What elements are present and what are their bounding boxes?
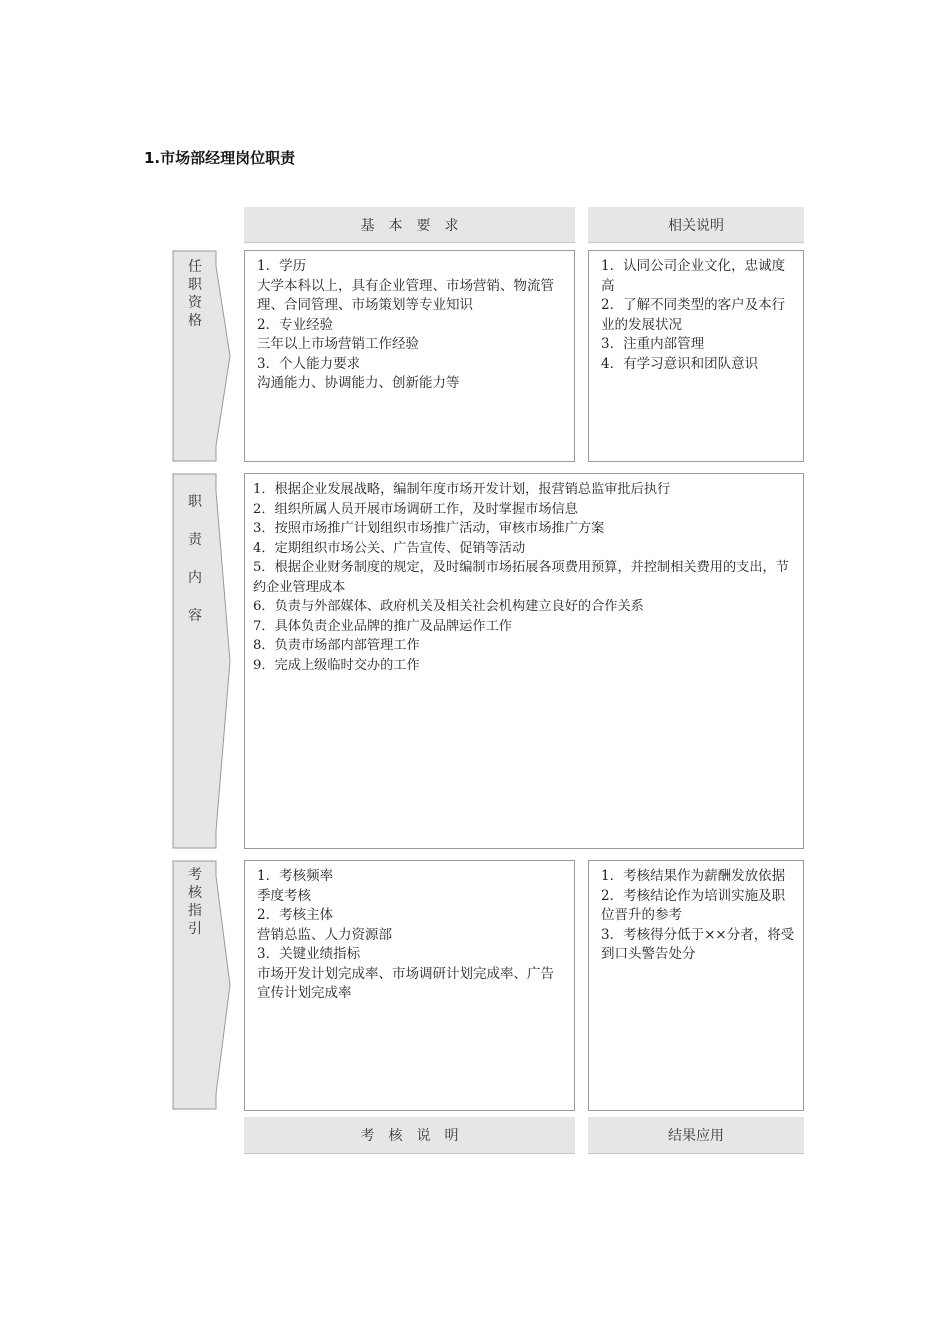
header-assessment-notes: 考 核 说 明 — [244, 1117, 575, 1154]
text-line: 5．根据企业财务制度的规定，及时编制市场拓展各项费用预算，并控制相关费用的支出，节约企业管理成本 — [253, 560, 789, 595]
text-line: 1．考核结果作为薪酬发放依据 — [601, 868, 786, 884]
text-line: 9．完成上级临时交办的工作 — [253, 657, 420, 673]
header-result-application: 结果应用 — [588, 1117, 804, 1154]
side-tab-qualification — [172, 250, 232, 462]
text-line: 1．根据企业发展战略，编制年度市场开发计划，报营销总监审批后执行 — [253, 482, 671, 497]
label-char: 核 — [188, 885, 202, 901]
label-char: 职 — [188, 494, 202, 510]
text-line: 1．考核频率 — [257, 868, 334, 884]
label-char: 内 — [188, 570, 202, 586]
text-line: 2．组织所属人员开展市场调研工作，及时掌握市场信息 — [253, 501, 578, 517]
label-char: 责 — [188, 532, 202, 548]
text-line: 6．负责与外部媒体、政府机关及相关社会机构建立良好的合作关系 — [253, 599, 644, 614]
text-line: 3．注重内部管理 — [601, 336, 705, 352]
label-char: 考 — [188, 867, 202, 883]
side-tab-label — [172, 258, 218, 330]
header-basic-requirements: 基 本 要 求 — [244, 207, 575, 243]
text-line: 8．负责市场部内部管理工作 — [253, 638, 420, 653]
label-char: 引 — [188, 921, 202, 937]
label-char: 格 — [188, 313, 202, 329]
text-line: 4．定期组织市场公关、广告宣传、促销等活动 — [253, 540, 526, 556]
text-line: 3．个人能力要求 — [257, 355, 361, 372]
text-line: 沟通能力、协调能力、创新能力等 — [257, 375, 460, 391]
text-line: 三年以上市场营销工作经验 — [257, 336, 419, 352]
label-char: 容 — [188, 608, 202, 624]
text-line: 2．了解不同类型的客户及本行业的发展状况 — [601, 297, 786, 333]
label-char: 指 — [188, 903, 202, 919]
page-title: 1.市场部经理岗位职责 — [144, 149, 296, 167]
side-tab-label — [172, 483, 218, 635]
qualification-notes-box — [588, 250, 804, 462]
text-line: 大学本科以上，具有企业管理、市场营销、物流管理、合同管理、市场策划等专业知识 — [257, 277, 554, 313]
header-related-notes: 相关说明 — [588, 207, 804, 243]
text-line: 3．按照市场推广计划组织市场推广活动，审核市场推广方案 — [253, 521, 605, 536]
text-line: 2．专业经验 — [257, 316, 334, 333]
text-line: 2．考核主体 — [257, 907, 334, 923]
text-line: 3．关键业绩指标 — [257, 946, 361, 962]
assessment-main-box — [244, 860, 575, 1111]
side-tab-duties — [172, 473, 232, 849]
side-tab-assessment — [172, 860, 232, 1110]
label-char: 职 — [188, 277, 202, 293]
text-line: 3．考核得分低于××分者，将受到口头警告处分 — [601, 926, 795, 962]
text-line: 7．具体负责企业品牌的推广及品牌运作工作 — [253, 618, 512, 634]
duties-main-box — [244, 473, 804, 849]
side-tab-label — [172, 866, 218, 938]
text-line: 季度考核 — [257, 887, 311, 904]
assessment-notes-box — [588, 860, 804, 1111]
text-line: 营销总监、人力资源部 — [257, 926, 392, 943]
text-line: 4．有学习意识和团队意识 — [601, 355, 759, 372]
qualification-main-box — [244, 250, 575, 462]
text-line: 1．学历 — [257, 258, 307, 274]
label-char: 资 — [188, 295, 202, 311]
text-line: 2．考核结论作为培训实施及职位晋升的参考 — [601, 887, 786, 923]
text-line: 1．认同公司企业文化，忠诚度高 — [601, 258, 786, 294]
text-line: 市场开发计划完成率、市场调研计划完成率、广告宣传计划完成率 — [257, 965, 554, 1001]
label-char: 任 — [188, 259, 202, 275]
